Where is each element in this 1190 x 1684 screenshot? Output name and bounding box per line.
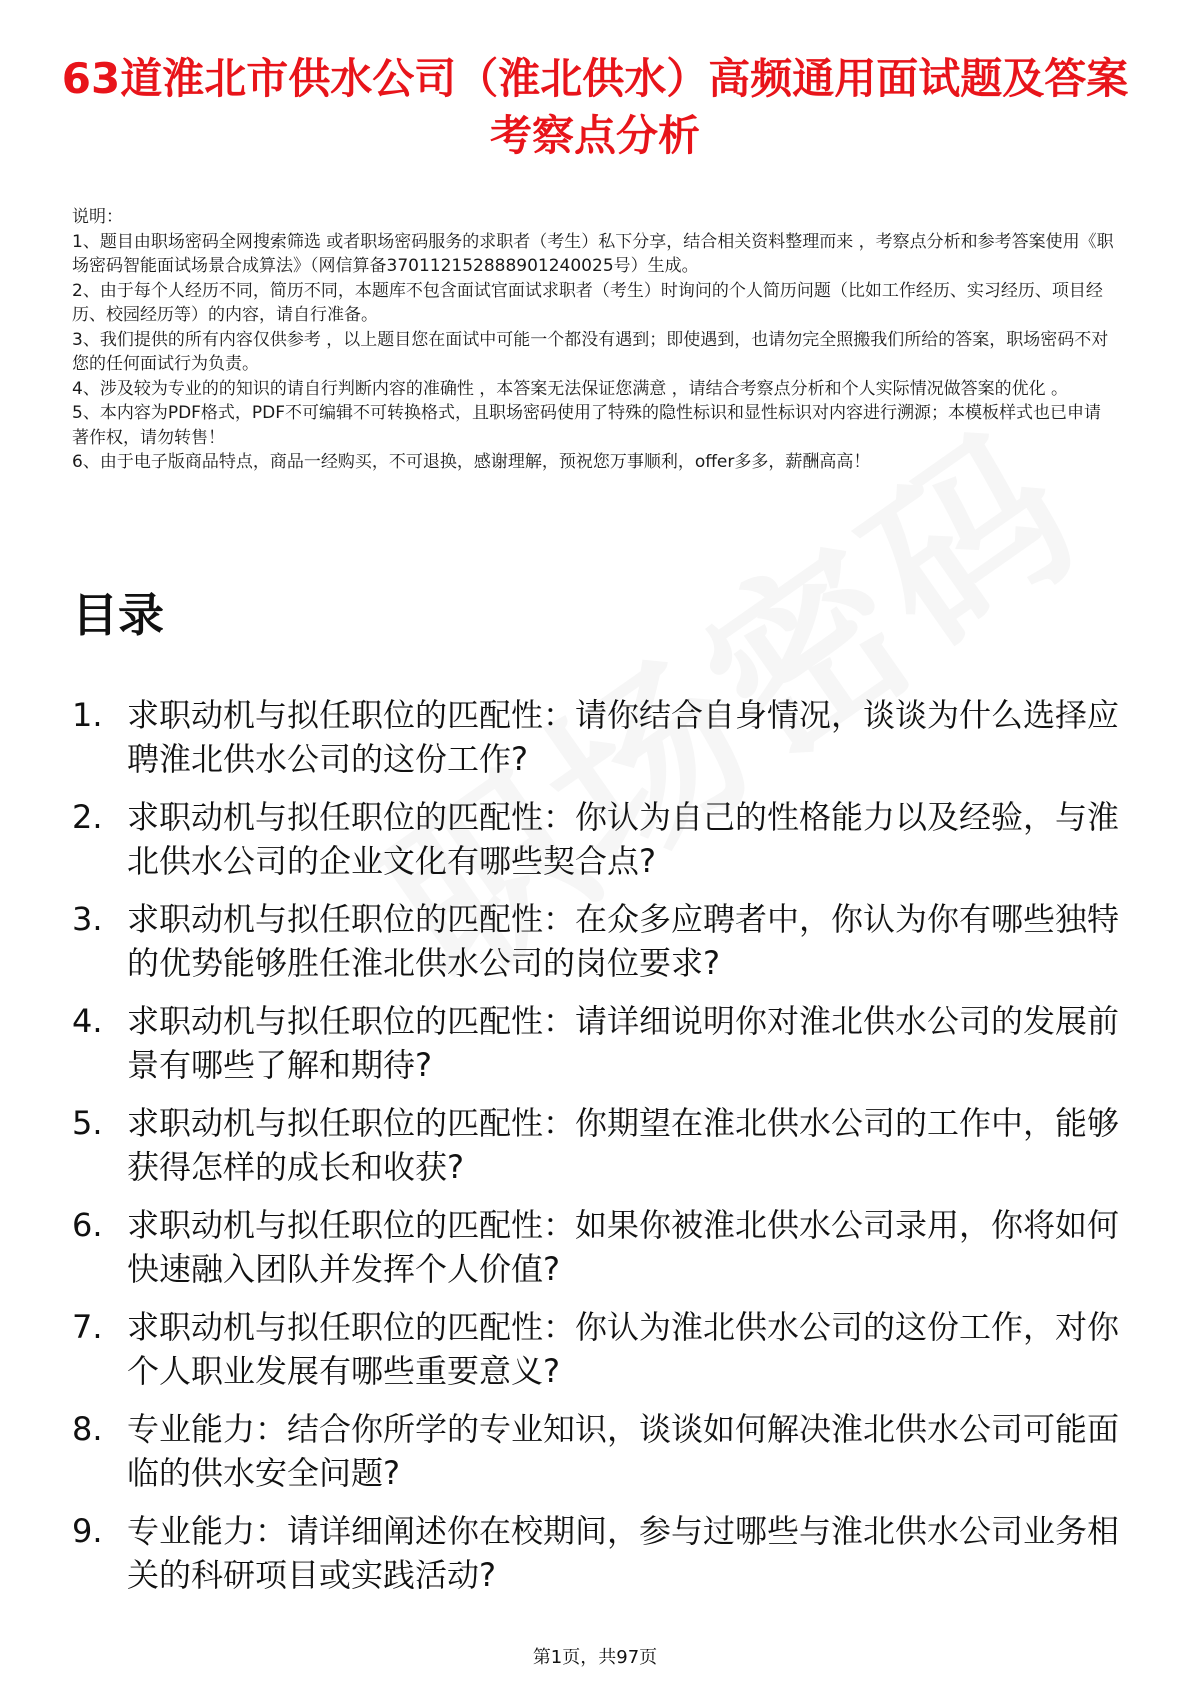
toc-item-number: 8. (72, 1410, 103, 1448)
notes-section (72, 205, 1117, 475)
toc-item[interactable] (72, 1203, 1122, 1291)
document-title: 63道淮北市供水公司（淮北供水）高频通用面试题及答案考察点分析 (61, 54, 1129, 160)
notes-heading: 说明： (72, 207, 123, 227)
note-item: 1、题目由职场密码全网搜索筛选 或者职场密码服务的求职者（考生）私下分享，结合相关资料整理而来 ，考察点分析和参考答案使用《职场密码智能面试场景合成算法》（网信算备370112152888901240025号）生成。 (72, 231, 1114, 276)
toc-item[interactable] (72, 1101, 1122, 1189)
toc-item-number: 3. (72, 900, 103, 938)
toc-item-text: 求职动机与拟任职位的匹配性：如果你被淮北供水公司录用，你将如何快速融入团队并发挥个人价值? (127, 1206, 1120, 1288)
toc-item[interactable] (72, 1407, 1122, 1495)
page-footer: 第1页，共97页 (532, 1647, 658, 1668)
toc-heading: 目录 (72, 588, 164, 642)
toc-item-number: 4. (72, 1002, 103, 1040)
toc-item-text: 求职动机与拟任职位的匹配性：你认为自己的性格能力以及经验，与淮北供水公司的企业文化有哪些契合点? (127, 798, 1120, 880)
note-item: 5、本内容为PDF格式，PDF不可编辑不可转换格式，且职场密码使用了特殊的隐性标识和显性标识对内容进行溯源；本模板样式也已申请著作权，请勿转售！ (72, 403, 1102, 448)
toc-item[interactable] (72, 693, 1122, 781)
toc-item-text: 求职动机与拟任职位的匹配性：你认为淮北供水公司的这份工作，对你个人职业发展有哪些重要意义? (127, 1308, 1120, 1390)
note-item: 3、我们提供的所有内容仅供参考 ，以上题目您在面试中可能一个都没有遇到；即使遇到，也请勿完全照搬我们所给的答案，职场密码不对您的任何面试行为负责。 (72, 329, 1109, 374)
toc-item[interactable] (72, 795, 1122, 883)
toc-item[interactable] (72, 1305, 1122, 1393)
toc-item[interactable] (72, 897, 1122, 985)
toc-item-text: 专业能力：结合你所学的专业知识，谈谈如何解决淮北供水公司可能面临的供水安全问题? (127, 1410, 1120, 1492)
toc-item-number: 7. (72, 1308, 103, 1346)
toc-item[interactable] (72, 999, 1122, 1087)
toc-item-text: 求职动机与拟任职位的匹配性：在众多应聘者中，你认为你有哪些独特的优势能够胜任淮北供水公司的岗位要求? (127, 900, 1120, 982)
toc-item-text: 求职动机与拟任职位的匹配性：你期望在淮北供水公司的工作中，能够获得怎样的成长和收获? (127, 1104, 1120, 1186)
note-item: 6、由于电子版商品特点，商品一经购买，不可退换，感谢理解，预祝您万事顺利，offer多多，薪酬高高！ (72, 452, 871, 472)
toc-item-number: 1. (72, 696, 103, 734)
toc-item-number: 2. (72, 798, 103, 836)
toc-item-text: 求职动机与拟任职位的匹配性：请你结合自身情况，谈谈为什么选择应聘淮北供水公司的这份工作? (127, 696, 1120, 778)
note-item: 4、涉及较为专业的的知识的请自行判断内容的准确性 ，本答案无法保证您满意 ，请结合考察点分析和个人实际情况做答案的优化 。 (72, 378, 1069, 399)
toc-item[interactable] (72, 1509, 1122, 1597)
table-of-contents (72, 693, 1122, 1611)
note-item: 2、由于每个人经历不同，简历不同，本题库不包含面试官面试求职者（考生）时询问的个人简历问题（比如工作经历、实习经历、项目经历、校园经历等）的内容，请自行准备。 (72, 280, 1103, 325)
toc-item-number: 9. (72, 1512, 103, 1550)
toc-item-text: 专业能力：请详细阐述你在校期间，参与过哪些与淮北供水公司业务相关的科研项目或实践活动? (127, 1512, 1120, 1594)
toc-item-number: 5. (72, 1104, 103, 1142)
toc-item-text: 求职动机与拟任职位的匹配性：请详细说明你对淮北供水公司的发展前景有哪些了解和期待? (127, 1002, 1120, 1084)
toc-item-number: 6. (72, 1206, 103, 1244)
